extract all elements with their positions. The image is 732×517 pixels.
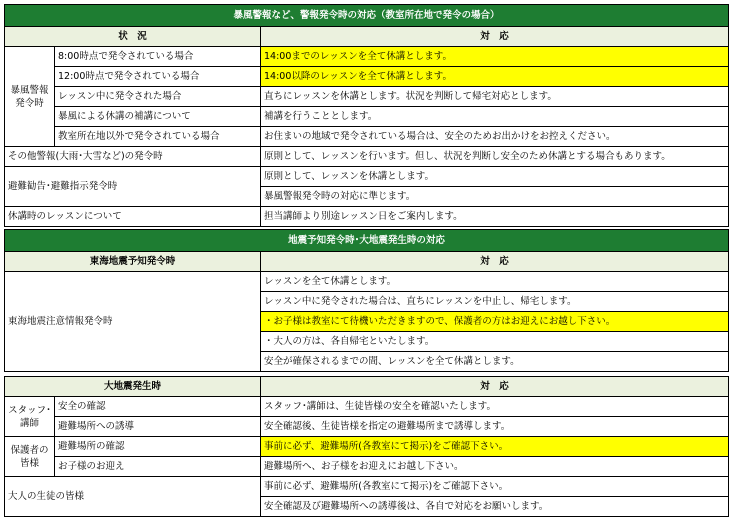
other-warning-response: 原則として、レッスンを行います。但し、状況を判断し安全のため休講とする場合もあります。 <box>261 147 729 167</box>
situation-cell: 12:00時点で発令されている場合 <box>55 67 261 87</box>
situation-cell: お子様のお迎え <box>55 457 261 477</box>
evacuation-response-2: 暴風警報発令時の対応に準じます。 <box>261 187 729 207</box>
situation-cell: 安全の確認 <box>55 397 261 417</box>
earthquake-response-table <box>4 229 729 517</box>
guardian-group-label <box>5 437 55 477</box>
earthquake-table-title: 地震予知発令時･大地震発生時の対応 <box>5 230 729 252</box>
warning-response-table <box>4 4 729 227</box>
response-cell: 補講を行うこととします。 <box>261 107 729 127</box>
staff-group-text: スタッフ･ 講師 <box>8 404 51 429</box>
makeup-lesson-label: 休講時のレッスンについて <box>5 207 261 227</box>
tokai-response-line: ・大人の方は、各自帰宅といたします。 <box>261 332 729 352</box>
response-cell: お住まいの地域で発令されている場合は、安全のためお出かけをお控えください。 <box>261 127 729 147</box>
staff-group-label <box>5 397 55 437</box>
response-cell: 安全確認後、生徒皆様を指定の避難場所まで誘導します。 <box>261 417 729 437</box>
response-column-header: 対 応 <box>261 27 729 47</box>
makeup-lesson-response: 担当講師より別途レッスン日をご案内します。 <box>261 207 729 227</box>
response-cell: 14:00以降のレッスンを全て休講とします。 <box>261 67 729 87</box>
situation-cell: 避難場所への誘導 <box>55 417 261 437</box>
quake-column-header: 大地震発生時 <box>5 377 261 397</box>
situation-cell: 教室所在地以外で発令されている場合 <box>55 127 261 147</box>
adult-students-label: 大人の生徒の皆様 <box>5 477 261 517</box>
warning-table-title: 暴風警報など、警報発令時の対応（教室所在地で発令の場合） <box>5 5 729 27</box>
response-cell: 直ちにレッスンを休講とします。状況を判断して帰宅対応とします。 <box>261 87 729 107</box>
tokai-response-line: レッスンを全て休講とします。 <box>261 272 729 292</box>
evacuation-response-1: 原則として、レッスンを休講とします。 <box>261 167 729 187</box>
tokai-response-line: 安全が確保されるまでの間、レッスンを全て休講とします。 <box>261 352 729 372</box>
other-warning-label: その他警報(大雨･大雪など)の発令時 <box>5 147 261 167</box>
guardian-group-text: 保護者の 皆様 <box>10 444 49 469</box>
storm-warning-group-text: 暴風警報 発令時 <box>10 84 49 109</box>
quake-response-header: 対 応 <box>261 377 729 397</box>
response-cell: スタッフ･講師は、生徒皆様の安全を確認いたします。 <box>261 397 729 417</box>
tokai-column-header: 東海地震予知発令時 <box>5 252 261 272</box>
evacuation-label: 避難勧告･避難指示発令時 <box>5 167 261 207</box>
response-cell: 14:00までのレッスンを全て休講とします。 <box>261 47 729 67</box>
adult-response-2: 安全確認及び避難場所への誘導後は、各自で対応をお願いします。 <box>261 497 729 517</box>
situation-cell: 8:00時点で発令されている場合 <box>55 47 261 67</box>
tokai-response-header: 対 応 <box>261 252 729 272</box>
situation-cell: 暴風による休講の補講について <box>55 107 261 127</box>
situation-cell: 避難場所の確認 <box>55 437 261 457</box>
adult-response-1: 事前に必ず、避難場所(各教室にて掲示)をご確認下さい。 <box>261 477 729 497</box>
situation-cell: レッスン中に発令された場合 <box>55 87 261 107</box>
situation-column-header: 状 況 <box>5 27 261 47</box>
storm-warning-group-label <box>5 47 55 147</box>
response-cell: 事前に必ず、避難場所(各教室にて掲示)をご確認下さい。 <box>261 437 729 457</box>
tokai-response-line: レッスン中に発令された場合は、直ちにレッスンを中止し、帰宅します。 <box>261 292 729 312</box>
tokai-label: 東海地震注意情報発令時 <box>5 272 261 372</box>
response-cell: 避難場所へ、お子様をお迎えにお越し下さい。 <box>261 457 729 477</box>
tokai-response-line: ・お子様は教室にて待機いただきますので、保護者の方はお迎えにお越し下さい。 <box>261 312 729 332</box>
